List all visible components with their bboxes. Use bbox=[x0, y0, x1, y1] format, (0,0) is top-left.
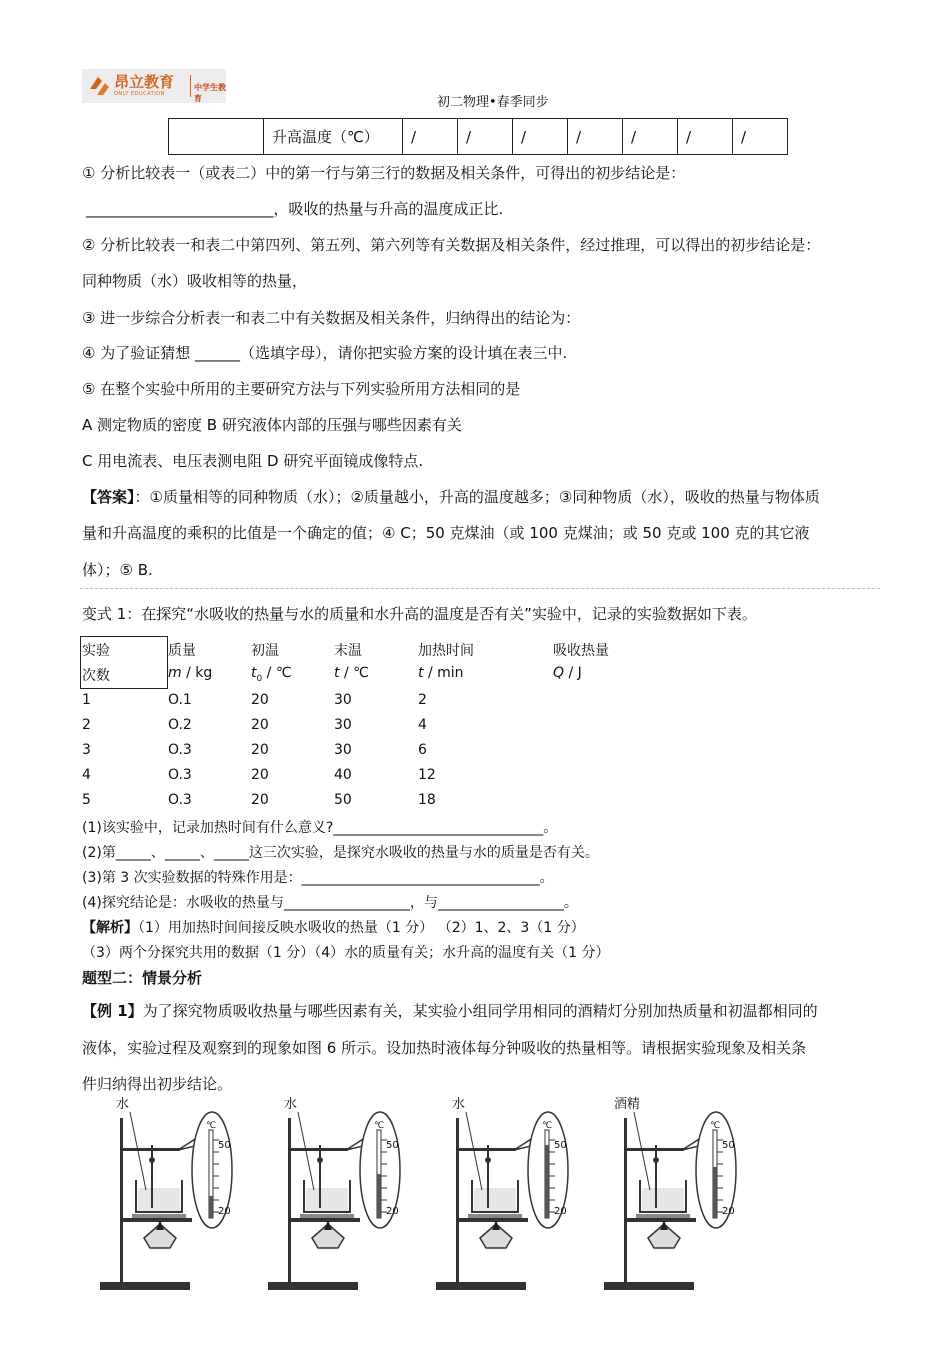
apparatus-panel bbox=[100, 1096, 232, 1290]
analysis-line-1 bbox=[82, 917, 585, 937]
scale-top-mark: 50 bbox=[386, 1140, 399, 1151]
liquid-label: 水 bbox=[116, 1097, 130, 1112]
sub-question-3 bbox=[82, 867, 554, 887]
answer-line-3: 体）；⑤ B. bbox=[82, 561, 153, 579]
stand-pole bbox=[120, 1118, 123, 1283]
variant-intro: 变式 1：在探究“水吸收的热量与水的质量和水升高的温度是否有关”实验中，记录的实验数据如下表。 bbox=[82, 605, 757, 623]
table-header-unit: t / min bbox=[418, 665, 464, 681]
table-row bbox=[169, 119, 788, 155]
scale-bottom-mark: 20 bbox=[218, 1206, 231, 1217]
table-header: 实验 bbox=[82, 643, 110, 659]
table-header-unit: $t_0$ / ℃ bbox=[251, 665, 292, 684]
wire-mesh bbox=[132, 1214, 186, 1218]
answer-line-2: 量和升高温度的乘积的比值是一个确定的值；④ C；50 克煤油（或 100 克煤油；或 50 克或 100 克的其它液 bbox=[82, 524, 810, 542]
table-cell: / bbox=[458, 119, 513, 155]
unit-label: ℃ bbox=[374, 1121, 385, 1131]
table-cell: 4 bbox=[82, 767, 91, 783]
analysis-line-2: （3）两个分探究共用的数据（1 分）（4）水的质量有关；水升高的温度有关（1 分） bbox=[82, 945, 610, 961]
thermometer-bulb bbox=[485, 1157, 491, 1163]
mercury-column bbox=[209, 1196, 213, 1218]
example-label: 【例 1】 bbox=[82, 1002, 143, 1020]
question-2-continued: 同种物质（水）吸收相等的热量， bbox=[82, 272, 308, 290]
thermometer-bulb bbox=[317, 1157, 323, 1163]
stand-base bbox=[100, 1282, 190, 1290]
beaker-liquid bbox=[306, 1188, 348, 1211]
answer-line-1 bbox=[82, 486, 820, 507]
section-title: 题型二：情景分析 bbox=[82, 969, 203, 987]
table-cell: 20 bbox=[251, 767, 269, 783]
question-1: ① 分析比较表一（或表二）中的第一行与第三行的数据及相关条件，可得出的初步结论是： bbox=[82, 164, 686, 182]
beaker-liquid bbox=[642, 1188, 684, 1211]
scale-bottom-mark: 20 bbox=[722, 1206, 735, 1217]
question-5: ⑤ 在整个实验中所用的主要研究方法与下列实验所用方法相同的是 bbox=[82, 380, 521, 398]
sub-question-4-text: (4)探究结论是：水吸收的热量与 bbox=[82, 895, 284, 911]
table-cell: 20 bbox=[251, 792, 269, 808]
table-cell: / bbox=[513, 119, 568, 155]
temperature-table bbox=[168, 118, 788, 155]
clamp-bar bbox=[456, 1148, 516, 1151]
thermometer-bulb bbox=[149, 1157, 155, 1163]
table-cell: O.1 bbox=[168, 692, 192, 708]
table-cell: / bbox=[623, 119, 678, 155]
table-cell: 18 bbox=[418, 792, 436, 808]
ring-support bbox=[624, 1218, 696, 1222]
table-header-unit: Q / J bbox=[553, 665, 582, 681]
mercury-column bbox=[545, 1145, 549, 1218]
scale-top-mark: 50 bbox=[218, 1140, 231, 1151]
answer-blank: __________________ bbox=[437, 895, 564, 911]
question-4 bbox=[82, 342, 567, 363]
table-cell: 4 bbox=[418, 717, 427, 733]
analysis-text: （1）用加热时间间接反映水吸收的热量（1 分） （2）1、2、3（1 分） bbox=[138, 920, 585, 936]
wire-mesh bbox=[300, 1214, 354, 1218]
answer-blank: _________________________ bbox=[86, 200, 274, 218]
table-cell-empty bbox=[169, 119, 264, 155]
table-header: 加热时间 bbox=[418, 643, 474, 659]
table-cell: O.2 bbox=[168, 717, 192, 733]
table-cell: 30 bbox=[334, 717, 352, 733]
liquid-label: 水 bbox=[284, 1097, 298, 1112]
table-cell: 50 bbox=[334, 792, 352, 808]
apparatus-panel bbox=[604, 1096, 736, 1290]
logo-divider bbox=[190, 75, 191, 97]
example-text: 为了探究物质吸收热量与哪些因素有关，某实验小组同学用相同的酒精灯分别加热质量和初温都相同的 bbox=[142, 1002, 818, 1020]
example-line-3: 件归纳得出初步结论。 bbox=[82, 1075, 233, 1093]
scale-bottom-mark: 20 bbox=[386, 1206, 399, 1217]
option-a-b: A 测定物质的密度 B 研究液体内部的压强与哪些因素有关 bbox=[82, 416, 462, 434]
stand-pole bbox=[456, 1118, 459, 1283]
scale-top-mark: 50 bbox=[722, 1140, 735, 1151]
table-cell: 1 bbox=[82, 692, 91, 708]
table-cell: O.3 bbox=[168, 742, 192, 758]
beaker-liquid bbox=[138, 1188, 180, 1211]
stand-base bbox=[436, 1282, 526, 1290]
table-cell: 30 bbox=[334, 742, 352, 758]
question-4-prefix: ④ 为了验证猜想 bbox=[82, 344, 195, 362]
scale-top-mark: 50 bbox=[554, 1140, 567, 1151]
scale-bottom-mark: 20 bbox=[554, 1206, 567, 1217]
ring-support bbox=[456, 1218, 528, 1222]
answer-label: 【答案】 bbox=[82, 488, 135, 506]
apparatus-panel bbox=[268, 1096, 400, 1290]
table-header-unit: t / ℃ bbox=[334, 665, 369, 681]
question-4-suffix: （选填字母），请你把实验方案的设计填在表三中. bbox=[239, 344, 568, 362]
wire-mesh bbox=[636, 1214, 690, 1218]
sub-question-2: (2)第_____、_____、_____这三次实验，是探究水吸收的热量与水的质量是否有关。 bbox=[82, 845, 599, 861]
liquid-label: 酒精 bbox=[614, 1097, 641, 1112]
unit-label: ℃ bbox=[542, 1121, 553, 1131]
question-2: ② 分析比较表一和表二中第四列、第五列、第六列等有关数据及相关条件，经过推理，可以得出的初步结论是： bbox=[82, 236, 821, 254]
example-line-1 bbox=[82, 1000, 818, 1021]
table-cell: 20 bbox=[251, 742, 269, 758]
table-cell: O.3 bbox=[168, 767, 192, 783]
table-cell: 12 bbox=[418, 767, 436, 783]
table-header: 初温 bbox=[251, 643, 279, 659]
table-cell-label: 升高温度（℃） bbox=[264, 119, 403, 155]
wire-mesh bbox=[468, 1214, 522, 1218]
mercury-column bbox=[713, 1167, 717, 1218]
sub-question-4 bbox=[82, 892, 578, 912]
table-header-unit: m / kg bbox=[168, 665, 213, 681]
question-1-answer-line bbox=[86, 198, 503, 219]
sub-question-4-end: 。 bbox=[563, 895, 578, 911]
answer-blank: __________________________________ bbox=[301, 870, 540, 886]
thermometer-bulb bbox=[653, 1157, 659, 1163]
logo-mark-icon bbox=[88, 73, 110, 99]
answer-blank: ______ bbox=[194, 344, 240, 362]
table-header: 吸收热量 bbox=[553, 643, 609, 659]
logo-subtitle: ONLY EDUCATION bbox=[114, 91, 165, 97]
table-cell: 6 bbox=[418, 742, 427, 758]
clamp-bar bbox=[288, 1148, 348, 1151]
stand-base bbox=[604, 1282, 694, 1290]
table-cell: 2 bbox=[82, 717, 91, 733]
apparatus-panel bbox=[436, 1096, 568, 1290]
question-3: ③ 进一步综合分析表一和表二中有关数据及相关条件，归纳得出的结论为： bbox=[82, 309, 581, 327]
logo-text: 昂立教育 bbox=[114, 73, 175, 91]
sub-question-3-end: 。 bbox=[539, 870, 554, 886]
stand-pole bbox=[624, 1118, 627, 1283]
stand-base bbox=[268, 1282, 358, 1290]
table-header: 质量 bbox=[168, 643, 196, 659]
table-cell: O.3 bbox=[168, 792, 192, 808]
ring-support bbox=[288, 1218, 360, 1222]
company-logo bbox=[82, 69, 226, 103]
mercury-column bbox=[377, 1174, 381, 1218]
unit-label: ℃ bbox=[710, 1121, 721, 1131]
ring-support bbox=[120, 1218, 192, 1222]
table-cell: 2 bbox=[418, 692, 427, 708]
page-header-title: 初二物理•春季同步 bbox=[437, 95, 549, 110]
example-line-2: 液体，实验过程及观察到的现象如图 6 所示。设加热时液体每分钟吸收的热量相等。请根据实验现象及相关条 bbox=[82, 1039, 807, 1057]
answer-blank: __________________ bbox=[283, 895, 410, 911]
sub-question-1-end: 。 bbox=[543, 820, 558, 836]
apparatus-figure-svg bbox=[0, 1090, 950, 1350]
table-cell: / bbox=[568, 119, 623, 155]
sub-question-1 bbox=[82, 817, 557, 837]
analysis-label: 【解析】 bbox=[82, 920, 138, 936]
section-divider bbox=[80, 588, 880, 589]
logo-tagline: 中学生教育 bbox=[194, 83, 226, 103]
liquid-label: 水 bbox=[452, 1097, 466, 1112]
sub-question-1-text: (1)该实验中，记录加热时间有什么意义? bbox=[82, 820, 334, 836]
table-cell: / bbox=[733, 119, 788, 155]
unit-label: ℃ bbox=[206, 1121, 217, 1131]
answer-text: ：①质量相等的同种物质（水）；②质量越小，升高的温度越多；③同种物质（水），吸收的热量与物体质 bbox=[134, 488, 820, 506]
table-cell: / bbox=[678, 119, 733, 155]
option-c-d: C 用电流表、电压表测电阻 D 研究平面镜成像特点. bbox=[82, 452, 424, 470]
sub-question-3-text: (3)第 3 次实验数据的特殊作用是： bbox=[82, 870, 302, 886]
table-header: 末温 bbox=[334, 643, 362, 659]
table-cell: 3 bbox=[82, 742, 91, 758]
table-cell: 5 bbox=[82, 792, 91, 808]
answer-blank: ______________________________ bbox=[333, 820, 544, 836]
table-header-unit: 次数 bbox=[82, 668, 110, 684]
beaker-liquid bbox=[474, 1188, 516, 1211]
sub-question-4-mid: ，与 bbox=[409, 895, 438, 911]
table-cell: 30 bbox=[334, 692, 352, 708]
table-cell: / bbox=[403, 119, 458, 155]
table-cell: 20 bbox=[251, 692, 269, 708]
stand-pole bbox=[288, 1118, 291, 1283]
question-1-tail: ，吸收的热量与升高的温度成正比. bbox=[273, 200, 504, 218]
table-cell: 40 bbox=[334, 767, 352, 783]
clamp-bar bbox=[120, 1148, 180, 1151]
table-cell: 20 bbox=[251, 717, 269, 733]
clamp-bar bbox=[624, 1148, 684, 1151]
